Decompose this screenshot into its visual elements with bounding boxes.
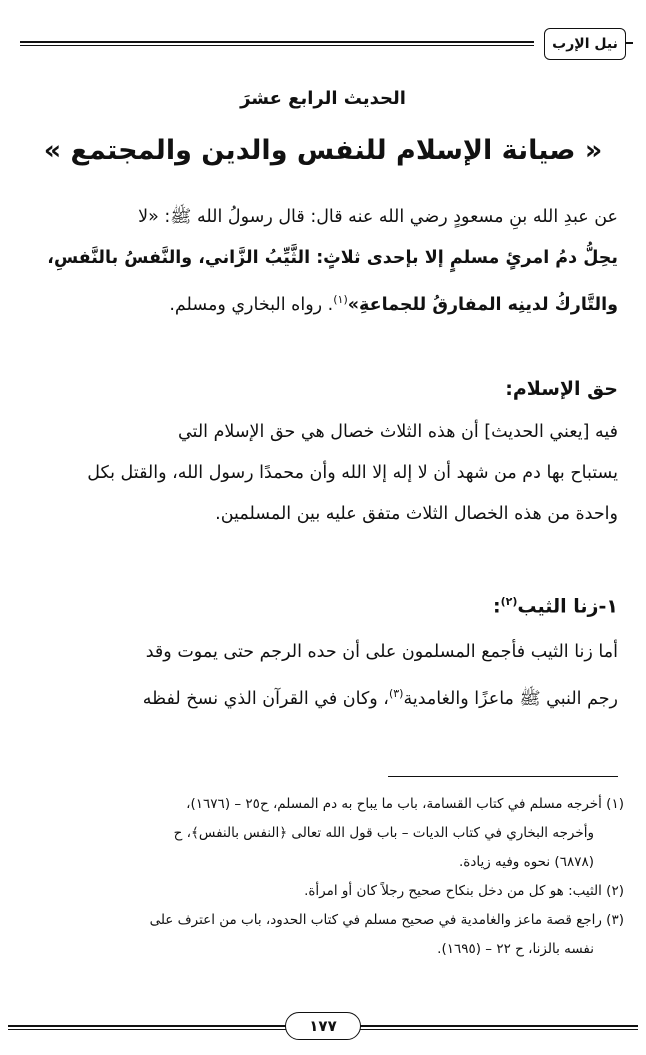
footnote-3-line-2: نفسه بالزنا، ح ٢٢ – (١٦٩٥).	[437, 941, 594, 957]
hadith-line-3	[22, 279, 618, 326]
subheading-text: ١-زنا الثيب	[517, 595, 618, 618]
sub-line-2a: رجم النبي ﷺ ماعزًا والغامدية	[403, 688, 618, 709]
sub-text	[22, 632, 618, 720]
page-number: ١٧٧	[285, 1012, 361, 1040]
section-line-1: فيه [يعني الحديث] أن هذه الثلاث خصال هي حق الإسلام التي	[177, 422, 618, 442]
header-rule-thin	[20, 45, 534, 46]
hadith-text	[22, 197, 618, 326]
sub-line-1: أما زنا الثيب فأجمع المسلمون على أن حده الرجم حتى يموت وقد	[145, 642, 618, 662]
footnote-1-line-3: (٦٨٧٨) نحوه وفيه زيادة.	[458, 854, 594, 870]
sub-line-2b: ، وكان في القرآن الذي نسخ لفظه	[142, 688, 389, 709]
footnote-1-line-1: (١) أخرجه مسلم في كتاب القسامة، باب ما يباح به دم المسلم، ح٢٥ – (١٦٧٦)،	[186, 796, 624, 812]
page-header	[20, 28, 626, 68]
footnote-3-line-1: (٣) راجع قصة ماعز والغامدية في صحيح مسلم في كتاب الحدود، باب من اعترف على	[149, 912, 624, 928]
section-line-2: يستباح بها دم من شهد أن لا إله إلا الله وأن محمدًا رسول الله، والقتل بكل	[87, 463, 618, 483]
hadith-line-3-bold: والتَّاركُ لدينِه المفارقُ للجماعةِ»	[347, 294, 618, 315]
section-line-3: واحدة من هذه الخصال الثلاث متفق عليه بين المسلمين.	[215, 504, 618, 524]
page-footer	[8, 1012, 638, 1042]
book-title-badge	[544, 28, 626, 60]
footnote-ref-3[interactable]: (٣)	[388, 687, 404, 700]
footnote-ref-2[interactable]: (٢)	[500, 595, 518, 608]
footnote-2: (٢) الثيب: هو كل من دخل بنكاح صحيح رجلاً كان أو امرأة.	[304, 883, 624, 899]
hadith-number-title: الحديث الرابع عشرَ	[240, 88, 406, 109]
footnote-1-line-2: وأخرجه البخاري في كتاب الديات – باب قول الله تعالى ﴿النفس بالنفس﴾، ح	[173, 825, 594, 841]
header-rule	[20, 41, 534, 43]
badge-tick	[625, 42, 633, 44]
section-text	[22, 412, 618, 535]
hadith-line-3-rest: . رواه البخاري ومسلم.	[169, 294, 334, 315]
book-title: نيل الإرب	[552, 36, 618, 52]
hadith-line-2: يحِلُّ دمُ امرئٍ مسلمٍ إلا بإحدى ثلاثٍ: الثَّيِّبُ الزَّاني، والنَّفسُ بالنَّفسِ،	[47, 248, 618, 268]
footnotes	[22, 790, 624, 964]
footnote-ref-1[interactable]: (١)	[333, 293, 348, 306]
section-heading: حق الإسلام:	[505, 378, 618, 400]
hadith-line-1: عن عبدِ الله بنِ مسعودٍ رضي الله عنه قال: قال رسولُ الله ﷺ: «لا	[138, 207, 618, 227]
sub-line-2	[22, 673, 618, 720]
footnote-separator	[388, 776, 618, 777]
hadith-title: « صيانة الإسلام للنفس والدين والمجتمع »	[43, 135, 603, 166]
subheading-colon: :	[493, 595, 501, 618]
subheading	[493, 595, 618, 617]
